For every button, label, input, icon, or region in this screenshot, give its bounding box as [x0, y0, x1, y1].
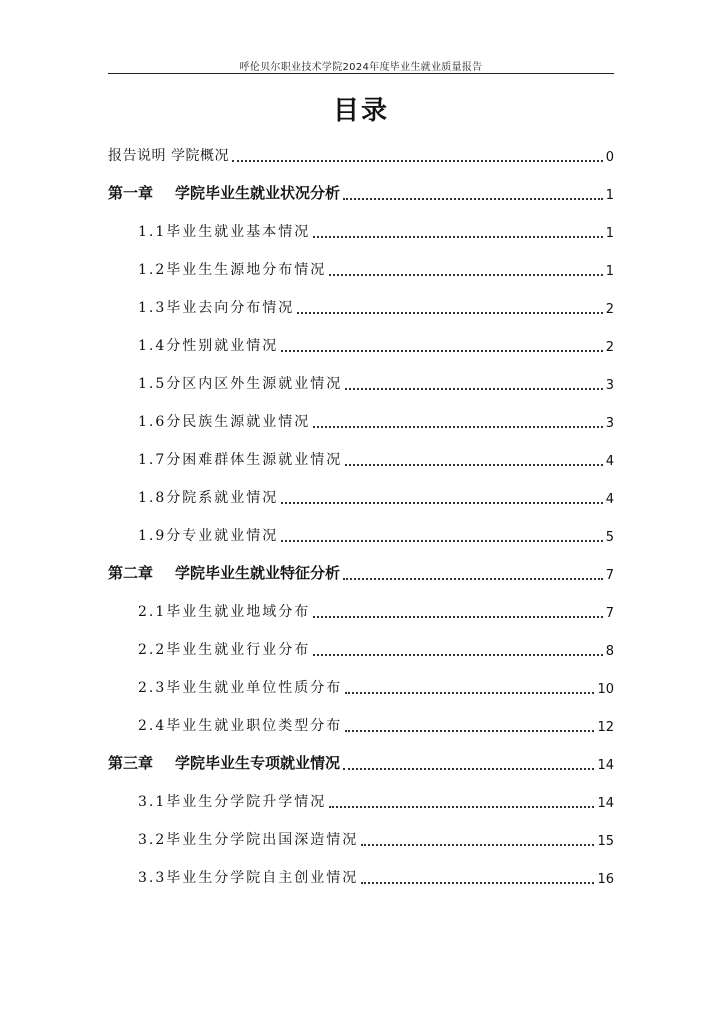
toc-section-2-2[interactable]	[108, 627, 614, 665]
toc-leader-dots	[343, 768, 594, 770]
toc-leader-dots	[329, 274, 602, 276]
toc-leader-dots	[345, 464, 602, 466]
header-rule	[108, 73, 614, 74]
toc-section-label: 1.4分性别就业情况	[138, 338, 279, 354]
toc-section-label: 1.5分区内区外生源就业情况	[138, 376, 343, 392]
toc-leader-dots	[313, 654, 602, 656]
toc-page-number: 3	[605, 378, 614, 393]
toc-chapter-label	[108, 752, 340, 773]
toc-section-3-3[interactable]	[108, 855, 614, 893]
chapter-title: 学院毕业生就业特征分析	[175, 564, 341, 582]
toc-chapter-1[interactable]	[108, 171, 614, 209]
toc-section-label: 1.3毕业去向分布情况	[138, 300, 295, 316]
toc-page-number: 15	[597, 834, 614, 849]
toc-leader-dots	[281, 540, 602, 542]
toc-entry-label: 报告说明 学院概况	[108, 148, 229, 164]
table-of-contents	[108, 133, 614, 893]
toc-section-1-6[interactable]	[108, 399, 614, 437]
toc-page-number: 3	[605, 416, 614, 431]
toc-page-number: 4	[605, 454, 614, 469]
toc-page-number: 10	[597, 682, 614, 697]
toc-leader-dots	[232, 160, 603, 162]
toc-page-number: 2	[605, 302, 614, 317]
toc-page-number: 5	[605, 530, 614, 545]
toc-title: 目录	[332, 96, 389, 126]
toc-leader-dots	[281, 350, 602, 352]
toc-page-number: 1	[605, 226, 614, 241]
toc-section-label: 2.4毕业生就业职位类型分布	[138, 718, 343, 734]
toc-leader-dots	[361, 882, 594, 884]
toc-section-1-5[interactable]	[108, 361, 614, 399]
toc-section-label: 1.9分专业就业情况	[138, 528, 279, 544]
toc-page-number: 4	[605, 492, 614, 507]
chapter-number: 第二章	[108, 564, 154, 582]
toc-chapter-label	[108, 562, 340, 583]
toc-section-label: 2.2毕业生就业行业分布	[138, 642, 311, 658]
toc-section-3-2[interactable]	[108, 817, 614, 855]
toc-leader-dots	[343, 578, 603, 580]
toc-section-label: 2.3毕业生就业单位性质分布	[138, 680, 343, 696]
toc-section-1-1[interactable]	[108, 209, 614, 247]
toc-page-number: 14	[597, 796, 614, 811]
chapter-title: 学院毕业生就业状况分析	[175, 184, 341, 202]
toc-section-1-9[interactable]	[108, 513, 614, 551]
toc-section-label: 1.2毕业生生源地分布情况	[138, 262, 327, 278]
toc-leader-dots	[281, 502, 602, 504]
toc-section-label: 1.6分民族生源就业情况	[138, 414, 311, 430]
toc-leader-dots	[313, 426, 602, 428]
running-header: 呼伦贝尔职业技术学院2024年度毕业生就业质量报告	[239, 62, 483, 73]
toc-page-number: 2	[605, 340, 614, 355]
toc-section-1-4[interactable]	[108, 323, 614, 361]
toc-leader-dots	[313, 236, 602, 238]
toc-section-label: 1.8分院系就业情况	[138, 490, 279, 506]
chapter-number: 第一章	[108, 184, 154, 202]
toc-page-number: 14	[597, 758, 614, 773]
toc-section-label: 1.1毕业生就业基本情况	[138, 224, 311, 240]
toc-page-number: 12	[597, 720, 614, 735]
toc-page-number: 8	[605, 644, 614, 659]
toc-chapter-2[interactable]	[108, 551, 614, 589]
toc-section-label: 1.7分困难群体生源就业情况	[138, 452, 343, 468]
toc-leader-dots	[345, 692, 594, 694]
toc-section-3-1[interactable]	[108, 779, 614, 817]
toc-section-2-3[interactable]	[108, 665, 614, 703]
toc-leader-dots	[345, 388, 602, 390]
toc-page-number: 16	[597, 872, 614, 887]
chapter-number: 第三章	[108, 754, 154, 772]
toc-section-1-2[interactable]	[108, 247, 614, 285]
toc-leader-dots	[361, 844, 594, 846]
toc-leader-dots	[297, 312, 602, 314]
toc-section-2-4[interactable]	[108, 703, 614, 741]
toc-leader-dots	[345, 730, 594, 732]
toc-section-1-3[interactable]	[108, 285, 614, 323]
toc-section-1-7[interactable]	[108, 437, 614, 475]
toc-chapter-label	[108, 182, 340, 203]
toc-leader-dots	[343, 198, 603, 200]
toc-section-label: 3.2毕业生分学院出国深造情况	[138, 832, 359, 848]
toc-page-number: 7	[605, 606, 614, 621]
toc-section-1-8[interactable]	[108, 475, 614, 513]
toc-section-label: 2.1毕业生就业地域分布	[138, 604, 311, 620]
toc-chapter-3[interactable]	[108, 741, 614, 779]
toc-leader-dots	[329, 806, 594, 808]
toc-page-number: 7	[605, 568, 614, 583]
toc-leader-dots	[313, 616, 602, 618]
toc-section-label: 3.1毕业生分学院升学情况	[138, 794, 327, 810]
toc-page-number: 1	[605, 188, 614, 203]
toc-page-number: 1	[605, 264, 614, 279]
toc-section-label: 3.3毕业生分学院自主创业情况	[138, 870, 359, 886]
toc-entry-intro[interactable]	[108, 133, 614, 171]
toc-page-number: 0	[605, 150, 614, 165]
toc-section-2-1[interactable]	[108, 589, 614, 627]
chapter-title: 学院毕业生专项就业情况	[175, 754, 341, 772]
